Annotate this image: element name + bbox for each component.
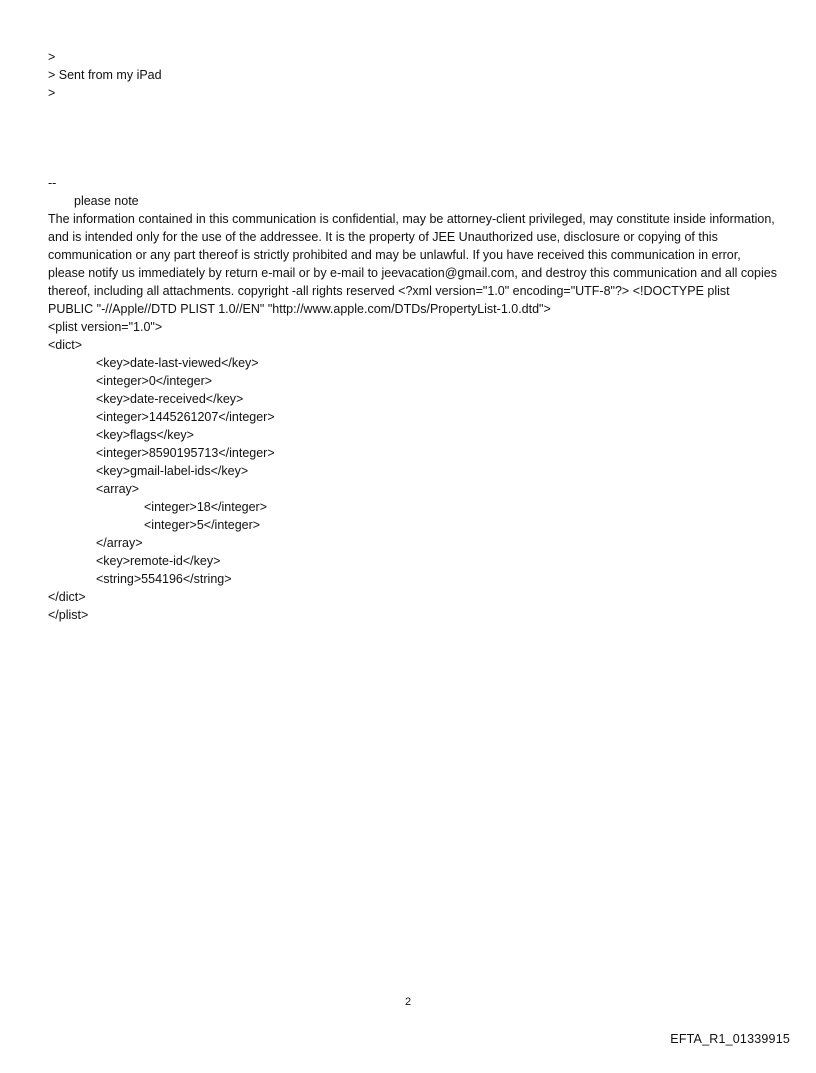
spacer (48, 138, 778, 174)
quote-line-sent-from: > Sent from my iPad (48, 68, 162, 82)
plist-array-item: <integer>5</integer> (144, 518, 261, 532)
plist-entry: <key>date-received</key> (96, 392, 244, 406)
plist-entry: <key>flags</key> (96, 428, 194, 442)
confidentiality-disclaimer: The information contained in this communication is confidential, may be attorney-client privileged, may constitute inside information, and is intended only for the use of the addressee. It is the property of JEE Unauthorized use, disclosure or copying of this communication or any part thereof is strictly prohibited and may be unlawful. If you have received this communication in error, please notify us immediately by return e-mail or by e-mail to jeevacation@gmail.com, and destroy this communication and all copies thereof, including all attachments. copyright -all rights reserved <?xml version="1.0" encoding="UTF-8"?> <!DOCTYPE plist PUBLIC "-//Apple//DTD PLIST 1.0//EN" "http://www.apple.com/DTDs/PropertyList-1.0.dtd"> (48, 212, 777, 316)
spacer (48, 102, 778, 138)
plist-open-tag: <plist version="1.0"> (48, 320, 163, 334)
plist-entry: <key>gmail-label-ids</key> (96, 464, 249, 478)
plist-close-tag: </plist> (48, 608, 89, 622)
dict-close-tag: </dict> (48, 590, 86, 604)
page-number: 2 (404, 996, 412, 1008)
plist-array-item: <integer>18</integer> (144, 500, 268, 514)
quote-line: > (48, 50, 56, 64)
plist-array-open: <array> (96, 482, 140, 496)
dict-open-tag: <dict> (48, 338, 83, 352)
note-heading: please note (74, 194, 139, 208)
plist-entry: <integer>1445261207</integer> (96, 410, 275, 424)
quote-line: > (48, 86, 56, 100)
plist-entry: <key>remote-id</key> (96, 554, 221, 568)
plist-entry: <integer>8590195713</integer> (96, 446, 275, 460)
plist-entry: <key>date-last-viewed</key> (96, 356, 259, 370)
email-body (48, 48, 778, 624)
bates-number: EFTA_R1_01339915 (670, 1032, 790, 1046)
signature-separator: -- (48, 176, 57, 190)
plist-entry: <string>554196</string> (96, 572, 232, 586)
plist-array-close: </array> (96, 536, 143, 550)
plist-entry: <integer>0</integer> (96, 374, 213, 388)
